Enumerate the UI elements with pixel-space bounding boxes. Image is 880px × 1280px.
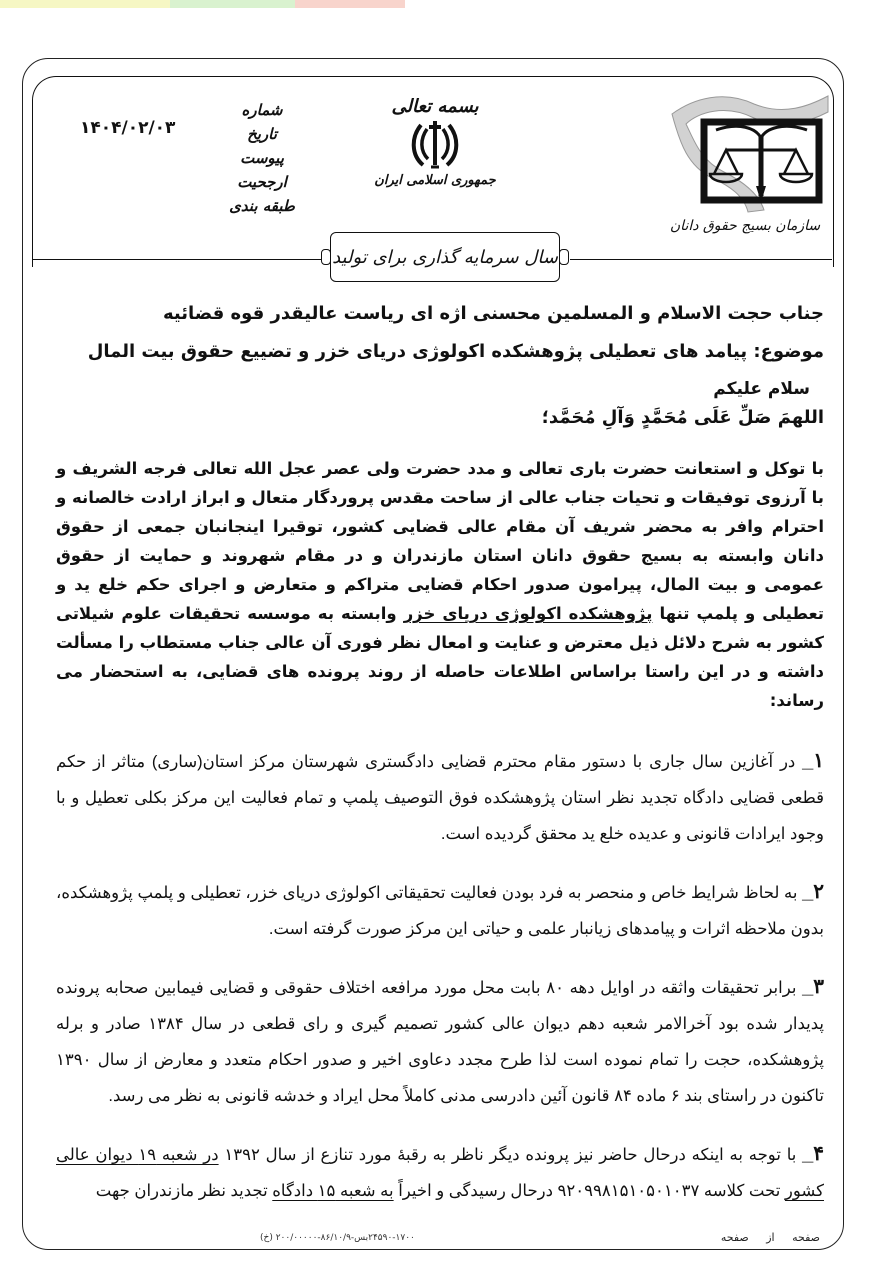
- point-number: ۳_: [802, 976, 825, 998]
- point-paragraph-1: [56, 743, 824, 852]
- letter-greeting: سلام علیکم: [713, 379, 810, 399]
- point-number: ۲_: [802, 881, 824, 903]
- intro-paragraph: [56, 454, 824, 715]
- point-number: ۱_: [802, 750, 824, 772]
- letter-salawat: اللهمَ صَلِّ عَلَی مُحَمَّدٍ وَآلِ مُحَمَّد؛: [541, 407, 824, 428]
- form-code: ۲۴۵۹۰-۱۷۰۰بس-۸۶/۱۰/۹-۲۰۰/۰۰۰۰۰ (خ): [260, 1232, 415, 1243]
- point-text-part1: با توجه به اینکه درحال حاضر نیز پرونده دیگر ناظر به رقبهٔ مورد تنازع از سال ۱۳۹۲: [218, 1146, 803, 1164]
- label-classification: طبقه بندی: [229, 197, 295, 215]
- point-text-part2: تحت کلاسه ۹۲۰۹۹۸۱۵۱۰۵۰۱۰۳۷ درحال رسیدگی و اخیراً: [393, 1182, 785, 1200]
- point-text: در آغازین سال جاری با دستور مقام محترم قضایی دادگستری شهرستان مرکز استان(ساری) متاثر از حکم قطعی قضایی دادگاه تجدید نظر استان پژوهشکده فوق التوصیف پلمپ و تمام فعالیت این مرکز بکلی تعطیل و با وجود ایرادات قانونی و عدیده خلع ید محقق گردیده است.: [56, 753, 824, 843]
- label-priority: ارجحیت: [237, 173, 287, 191]
- republic-name: جمهوری اسلامی ایران: [374, 173, 496, 188]
- year-slogan: سال سرمایه گذاری برای تولید: [332, 246, 558, 268]
- letter-subject: موضوع: پیامد های تعطیلی پژوهشکده اکولوژی دریای خزر و تضییع حقوق بیت المال: [87, 341, 824, 362]
- label-attachment: پیوست: [240, 149, 284, 167]
- bismillah-text: بسمه تعالی: [391, 96, 479, 117]
- label-number: شماره: [241, 101, 283, 119]
- intro-text-start: با توکل و استعانت حضرت باری تعالی و مدد حضرت ولی عصر عجل الله تعالی فرجه الشریف و با آرزوی توفیقات و تحیات جناب عالی از ساحت مقدس پروردگار متعال و ابراز ارادت خالصانه و احترام وافر به محضر شریف آن مقام عالی قضایی کشور، توقیرا اینجانبان جمعی از حقوق دانان وابسته به بسیج حقوق دانان استان مازندران و در مقام شهروند و حمایت از حقوق عمومی و بیت المال، پیرامون صدور احکام قضایی متراکم و متعارض و اجرای حکم خلع ید و تعطیلی و پلمپ تنها: [56, 459, 824, 623]
- letter-body: [56, 0, 824, 1209]
- intro-underlined-institute: پژوهشکده اکولوژی دریای خزر: [403, 604, 653, 623]
- letter-date: ۱۴۰۴/۰۲/۰۳: [80, 118, 176, 138]
- point-paragraph-3: [56, 969, 824, 1114]
- intro-text-end: وابسته به موسسه تحقیقات علوم شیلاتی کشور به شرح دلائل ذیل معترض و عنایت و امعال نظر فوری آن عالی جناب مستطاب را مسألت داشته و در این راستا براساس اطلاعات حاصله از روند پرونده های قضایی، به استحضار می رساند:: [56, 604, 824, 710]
- org-name: سازمان بسیج حقوق دانان: [669, 218, 821, 234]
- underlined-court-branch: به شعبه ۱۵ دادگاه: [272, 1182, 394, 1200]
- point-paragraph-2: [56, 874, 824, 947]
- point-text: به لحاظ شرایط خاص و منحصر به فرد بودن فعالیت تحقیقاتی اکولوژی دریای خزر، تعطیلی و پلمپ پژوهشکده، بدون ملاحظه اثرات و پیامدهای زیانبار علمی و حیاتی این مرکز صورت گرفته است.: [56, 884, 824, 938]
- letter-addressee: جناب حجت الاسلام و المسلمین محسنی اژه ای ریاست عالیقدر قوه قضائیه: [162, 303, 824, 324]
- page-label: صفحه از صفحه: [720, 1231, 820, 1244]
- point-text-part3: تجدید نظر مازندران جهت: [95, 1182, 273, 1200]
- underlined-supreme-court-branch: در شعبه ۱۹ دیوان عالی کشور: [56, 1146, 824, 1200]
- point-text: برابر تحقیقات واثقه در اوایل دهه ۸۰ بابت محل مورد مرافعه اختلاف حقوقی و قضایی فیمابین صحابه پرونده پدیدار شده بود آخرالامر شعبه دهم دیوان عالی کشور تصمیم گیری و رای قطعی در سال ۱۳۸۴ صادر و برله پژوهشکده، حجت را تمام نموده است لذا طرح مجدد دعاوی اخیر و صدور احکام متعدد و معارض از سال ۱۳۹۰ تاکنون در راستای بند ۶ ماده ۸۴ قانون آئین دادرسی مدنی کاملاً محل ایراد و خدشه قانونی به نظر می رسد.: [56, 979, 824, 1105]
- page-footer: [60, 1231, 820, 1256]
- point-paragraph-4: [56, 1136, 824, 1209]
- label-date: تاریخ: [247, 125, 277, 143]
- point-number: ۴_: [802, 1143, 824, 1165]
